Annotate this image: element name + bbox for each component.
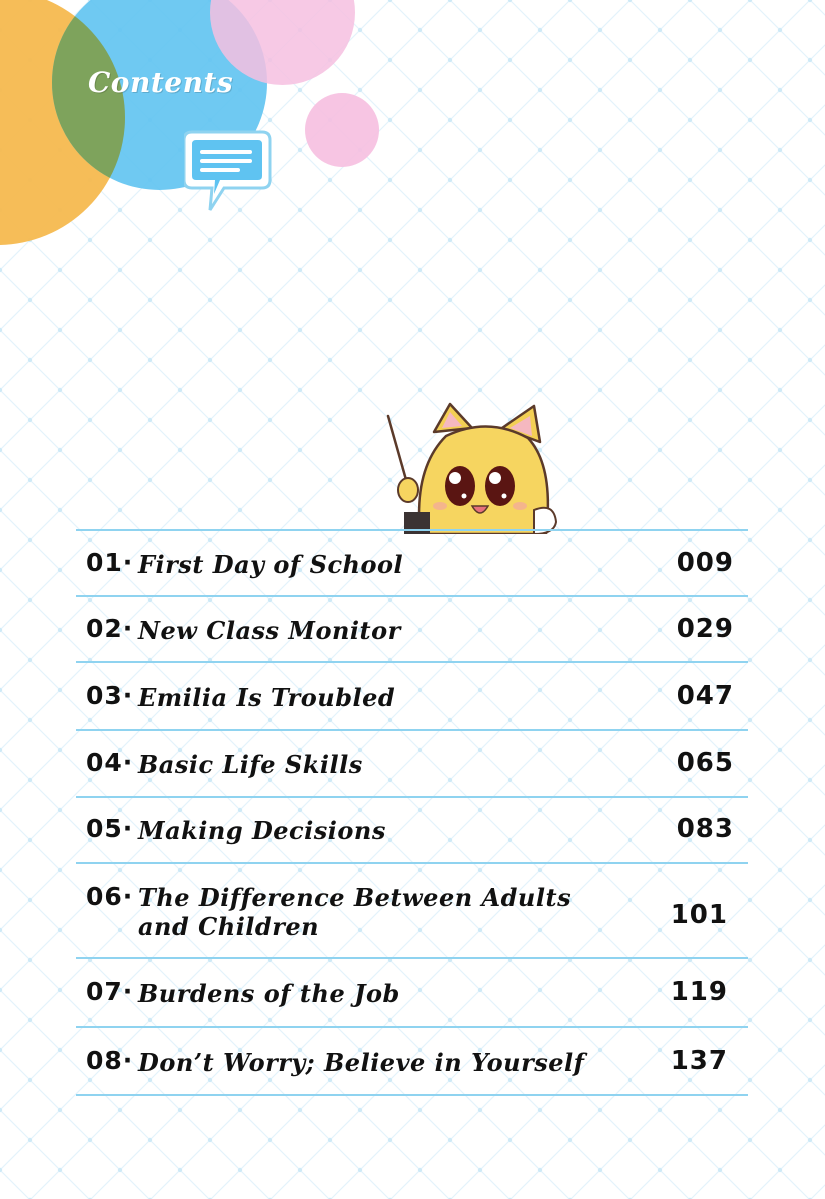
page-number: 009: [676, 548, 734, 578]
chapter-title: Don’t Worry; Believe in Yourself: [138, 1048, 585, 1077]
chapter-title: New Class Monitor: [138, 616, 401, 645]
toc-entry-07[interactable]: [76, 957, 748, 1026]
page-number: 029: [676, 614, 734, 644]
page-title: Contents: [88, 66, 234, 99]
toc-entry-06[interactable]: [76, 862, 748, 957]
chapter-number: 02·: [86, 614, 134, 643]
chapter-title: First Day of School: [138, 550, 404, 579]
chapter-title: Making Decisions: [138, 816, 386, 845]
chapter-number: 01·: [86, 548, 134, 577]
page-number: 047: [676, 681, 734, 711]
chapter-number: 06·: [86, 882, 134, 911]
page-number: 065: [676, 748, 734, 778]
page-number: 119: [670, 977, 728, 1007]
table-of-contents: [76, 529, 748, 1096]
chapter-number: 07·: [86, 977, 134, 1006]
chapter-number: 05·: [86, 814, 134, 843]
chapter-number: 08·: [86, 1046, 134, 1075]
cat-mascot-illustration: [384, 402, 564, 534]
pink-bubble-small: [305, 93, 379, 167]
chapter-title: Emilia Is Troubled: [138, 683, 396, 712]
toc-entry-02[interactable]: [76, 595, 748, 661]
chat-bubble-icon: [184, 128, 274, 218]
chapter-title: Basic Life Skills: [138, 750, 363, 779]
toc-entry-03[interactable]: [76, 661, 748, 729]
chapter-number: 04·: [86, 748, 134, 777]
toc-entry-01[interactable]: [76, 529, 748, 595]
page-number: 101: [670, 900, 728, 930]
toc-entry-08[interactable]: [76, 1026, 748, 1096]
toc-entry-04[interactable]: [76, 729, 748, 796]
chapter-title: The Difference Between Adults and Children: [138, 883, 572, 941]
toc-entry-05[interactable]: [76, 796, 748, 862]
chapter-number: 03·: [86, 681, 134, 710]
page-number: 083: [676, 814, 734, 844]
page-number: 137: [670, 1046, 728, 1076]
chapter-title: Burdens of the Job: [138, 979, 400, 1008]
